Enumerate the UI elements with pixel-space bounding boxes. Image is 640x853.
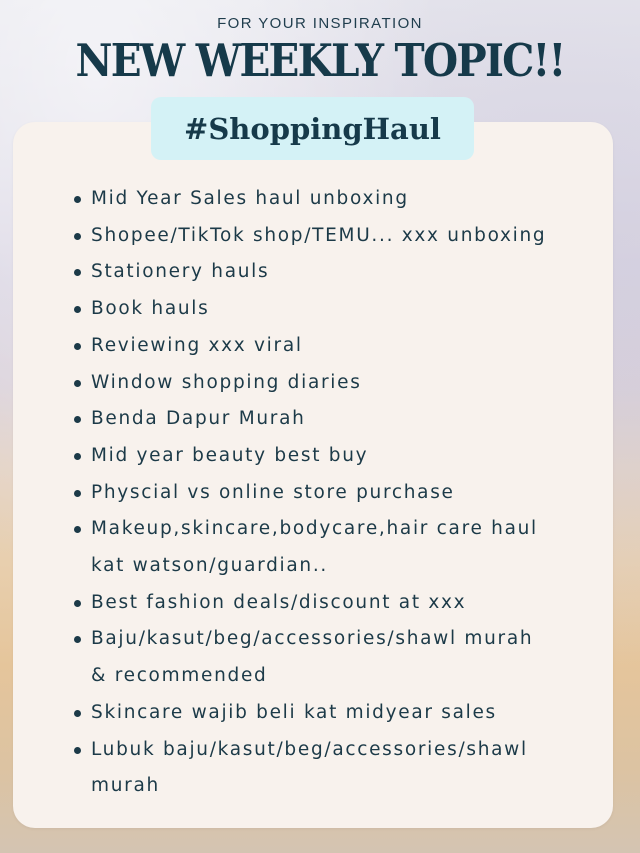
list-item-text: Benda Dapur Murah — [91, 408, 306, 430]
list-item-text: & recommended — [91, 665, 268, 687]
list-item — [74, 218, 614, 255]
list-item-text: Baju/kasut/beg/accessories/shawl murah — [91, 628, 534, 650]
bullet-icon — [74, 526, 81, 533]
kicker-text: FOR YOUR INSPIRATION — [217, 15, 423, 32]
bullet-icon — [74, 490, 81, 497]
list-item — [74, 621, 614, 694]
list-item-text: Shopee/TikTok shop/TEMU... xxx unboxing — [91, 224, 547, 246]
bullet-icon — [74, 453, 81, 460]
list-item — [74, 291, 614, 328]
hashtag-badge: #ShoppingHaul — [151, 97, 474, 160]
topic-list — [74, 181, 614, 805]
list-item — [74, 695, 614, 732]
page-title: NEW WEEKLY TOPIC!! — [75, 34, 565, 87]
list-item-text: Stationery hauls — [91, 261, 270, 283]
list-item-text: Mid year beauty best buy — [91, 444, 369, 466]
list-item — [74, 511, 614, 584]
list-item — [74, 585, 614, 622]
list-item-text: Physcial vs online store purchase — [91, 481, 455, 503]
list-item-text: Window shopping diaries — [91, 371, 362, 393]
bullet-icon — [74, 343, 81, 350]
list-item — [74, 328, 614, 365]
list-item — [74, 181, 614, 218]
list-item — [74, 475, 614, 512]
list-item — [74, 365, 614, 402]
list-item-text: murah — [91, 775, 160, 797]
list-item-text: Best fashion deals/discount at xxx — [91, 591, 467, 613]
list-item-text: Makeup,skincare,bodycare,hair care haul — [91, 518, 538, 540]
bullet-icon — [74, 196, 81, 203]
list-item — [74, 254, 614, 291]
list-item-text: Mid Year Sales haul unboxing — [91, 188, 409, 209]
bullet-icon — [74, 233, 81, 240]
list-item-text: Lubuk baju/kasut/beg/accessories/shawl — [91, 738, 528, 760]
list-item-text: Skincare wajib beli kat midyear sales — [91, 701, 497, 723]
bullet-icon — [74, 636, 81, 643]
list-item — [74, 732, 614, 805]
list-item-text: Reviewing xxx viral — [91, 334, 303, 356]
bullet-icon — [74, 710, 81, 717]
list-item — [74, 401, 614, 438]
list-item — [74, 438, 614, 475]
bullet-icon — [74, 306, 81, 313]
bullet-icon — [74, 416, 81, 423]
list-item-text: kat watson/guardian.. — [91, 555, 328, 577]
bullet-icon — [74, 600, 81, 607]
bullet-icon — [74, 380, 81, 387]
bullet-icon — [74, 747, 81, 754]
list-item-text: Book hauls — [91, 298, 210, 320]
bullet-icon — [74, 269, 81, 276]
